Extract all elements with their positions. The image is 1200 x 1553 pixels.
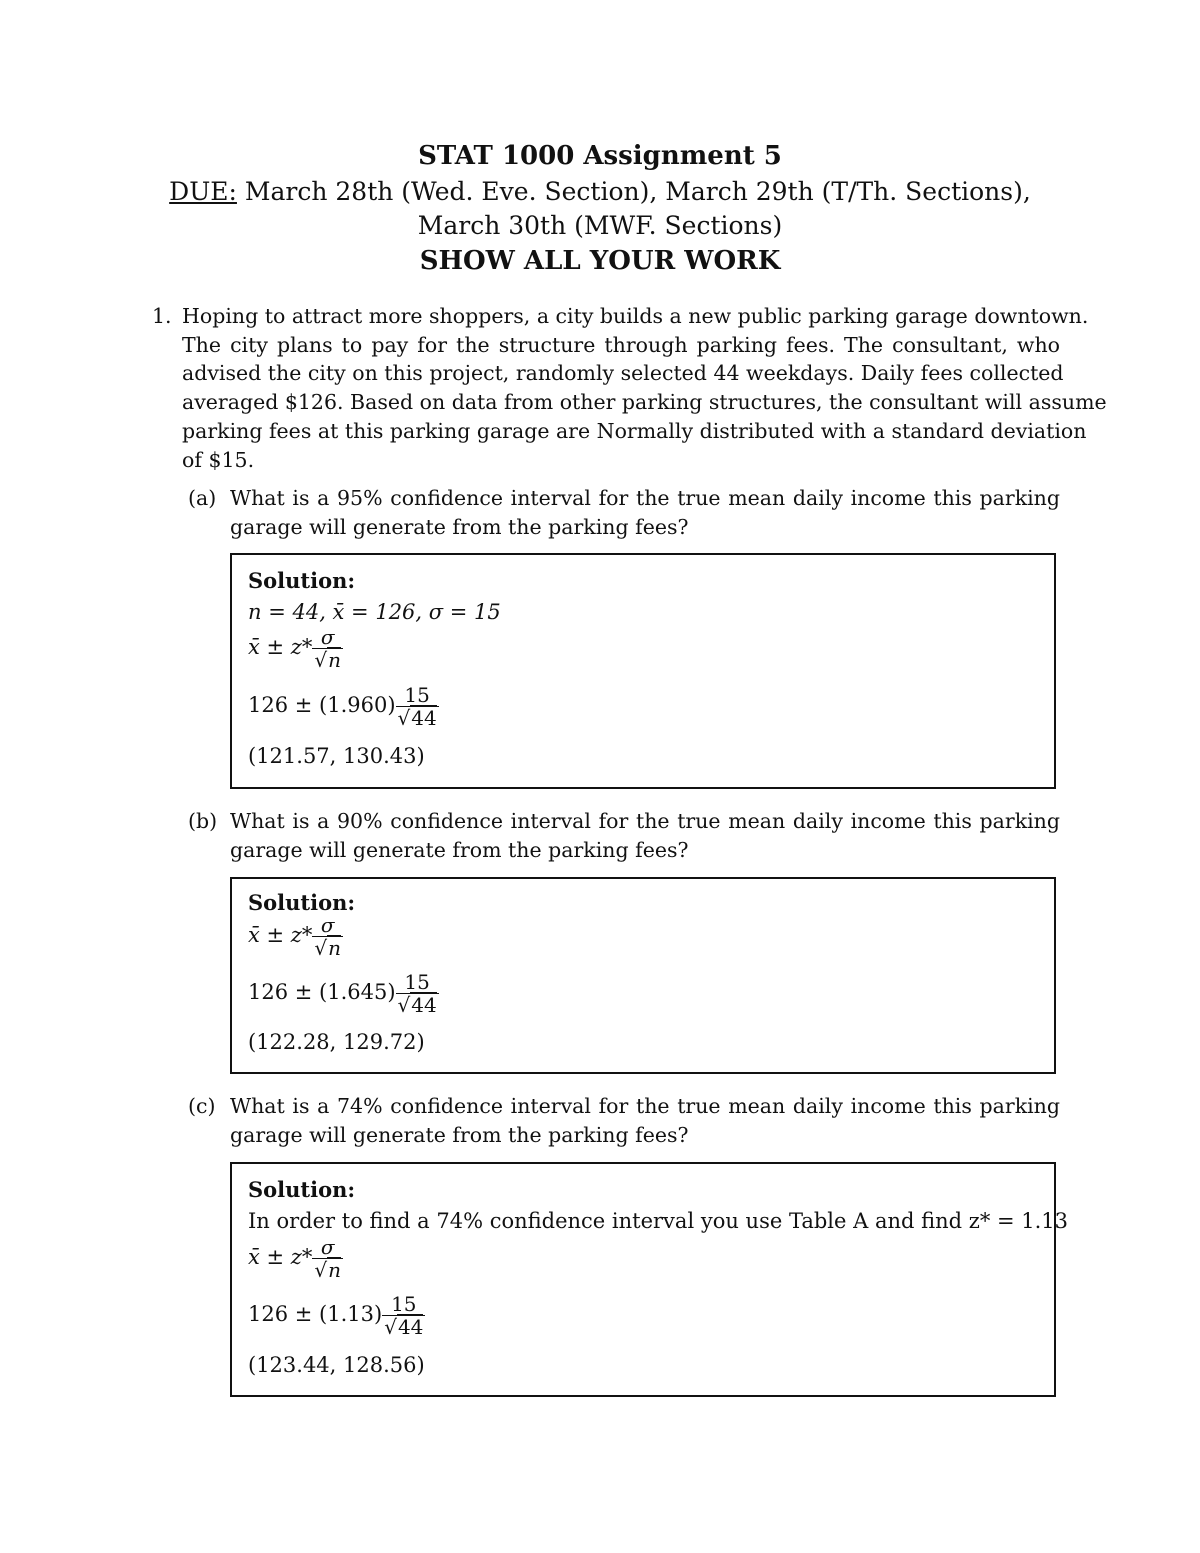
question-line: Hoping to attract more shoppers, a city builds a new public parking garage downtown. [182, 304, 1089, 328]
question-line: of $15. [182, 447, 255, 472]
question-line: parking fees at this parking garage are Normally distributed with a standard deviation [182, 418, 1087, 443]
part-line: What is a 95% confidence interval for the true mean daily income this parking [230, 486, 1060, 510]
solution-a-result: (121.57, 130.43) [248, 744, 425, 768]
sqrt-symbol: √n [314, 936, 341, 960]
show-work-heading: SHOW ALL YOUR WORK [419, 246, 781, 276]
fraction: $\frac{15}{√44}$ [397, 970, 437, 1017]
due-dates: March 28th (Wed. Eve. Section), March 29th (T/Th. Sections), [236, 177, 1031, 206]
solution-c-result: (123.44, 128.56) [248, 1353, 425, 1377]
due-line-1 [0, 174, 1200, 210]
solution-b-calc: 126 ± (1.645) $\frac{15}{√44}$ [248, 970, 437, 1017]
solution-c-formula: x̄ ± z* $\frac{\sigma}{√n}$ [248, 1235, 341, 1282]
solution-b-formula: x̄ ± z* $\frac{\sigma}{√n}$ [248, 913, 341, 960]
question-line: The city plans to pay for the structure through parking fees. The consultant, who [182, 332, 1060, 357]
solution-a-given: n = 44, x̄ = 126, σ = 15 [248, 600, 501, 624]
solution-c-calc: 126 ± (1.13) $\frac{15}{√44}$ [248, 1292, 424, 1339]
fraction: $\frac{\sigma}{√n}$ [314, 1235, 341, 1282]
assignment-title: STAT 1000 Assignment 5 [418, 141, 782, 171]
part-text [230, 484, 1060, 541]
part-text [230, 807, 1060, 864]
part-line: garage will generate from the parking fees? [230, 837, 689, 862]
question-number: 1. [152, 304, 172, 328]
fraction: $\frac{15}{√44}$ [384, 1292, 424, 1339]
solution-c-note: In order to find a 74% confidence interval you use Table A and find z* = 1.13 [248, 1209, 1069, 1233]
due-line-2: March 30th (MWF. Sections) [417, 211, 783, 240]
sqrt-symbol: √n [314, 648, 341, 672]
question-line: averaged $126. Based on data from other parking structures, the consultant will assume [182, 390, 1107, 415]
sqrt-symbol: √44 [397, 993, 437, 1017]
sqrt-symbol: √44 [384, 1315, 424, 1339]
solution-heading: Solution: [248, 568, 356, 593]
sqrt-symbol: √n [314, 1258, 341, 1282]
part-text [230, 1092, 1060, 1149]
solution-a [248, 567, 355, 595]
solution-b-result: (122.28, 129.72) [248, 1030, 425, 1054]
part-line: What is a 90% confidence interval for the true mean daily income this parking [230, 809, 1060, 833]
solution-b [248, 889, 355, 917]
part-line: garage will generate from the parking fees? [230, 514, 689, 539]
solution-heading: Solution: [248, 890, 356, 915]
solution-c [248, 1176, 355, 1204]
question-text [182, 302, 1107, 474]
part-line: garage will generate from the parking fees? [230, 1122, 689, 1147]
part-label: (c) [188, 1094, 216, 1118]
sqrt-symbol: √44 [397, 706, 437, 730]
part-label: (b) [188, 809, 218, 833]
part-line: What is a 74% confidence interval for the true mean daily income this parking [230, 1094, 1060, 1118]
fraction: $\frac{\sigma}{√n}$ [314, 913, 341, 960]
fraction: $\frac{\sigma}{√n}$ [314, 625, 341, 672]
solution-a-calc: 126 ± (1.960) $\frac{15}{√44}$ [248, 683, 437, 730]
solution-a-formula: x̄ ± z* $\frac{\sigma}{√n}$ [248, 625, 341, 672]
fraction: $\frac{15}{√44}$ [397, 683, 437, 730]
due-label: DUE: [169, 177, 237, 206]
question-line: advised the city on this project, randomly selected 44 weekdays. Daily fees collected [182, 361, 1064, 386]
solution-heading: Solution: [248, 1177, 356, 1202]
part-label: (a) [188, 486, 217, 510]
